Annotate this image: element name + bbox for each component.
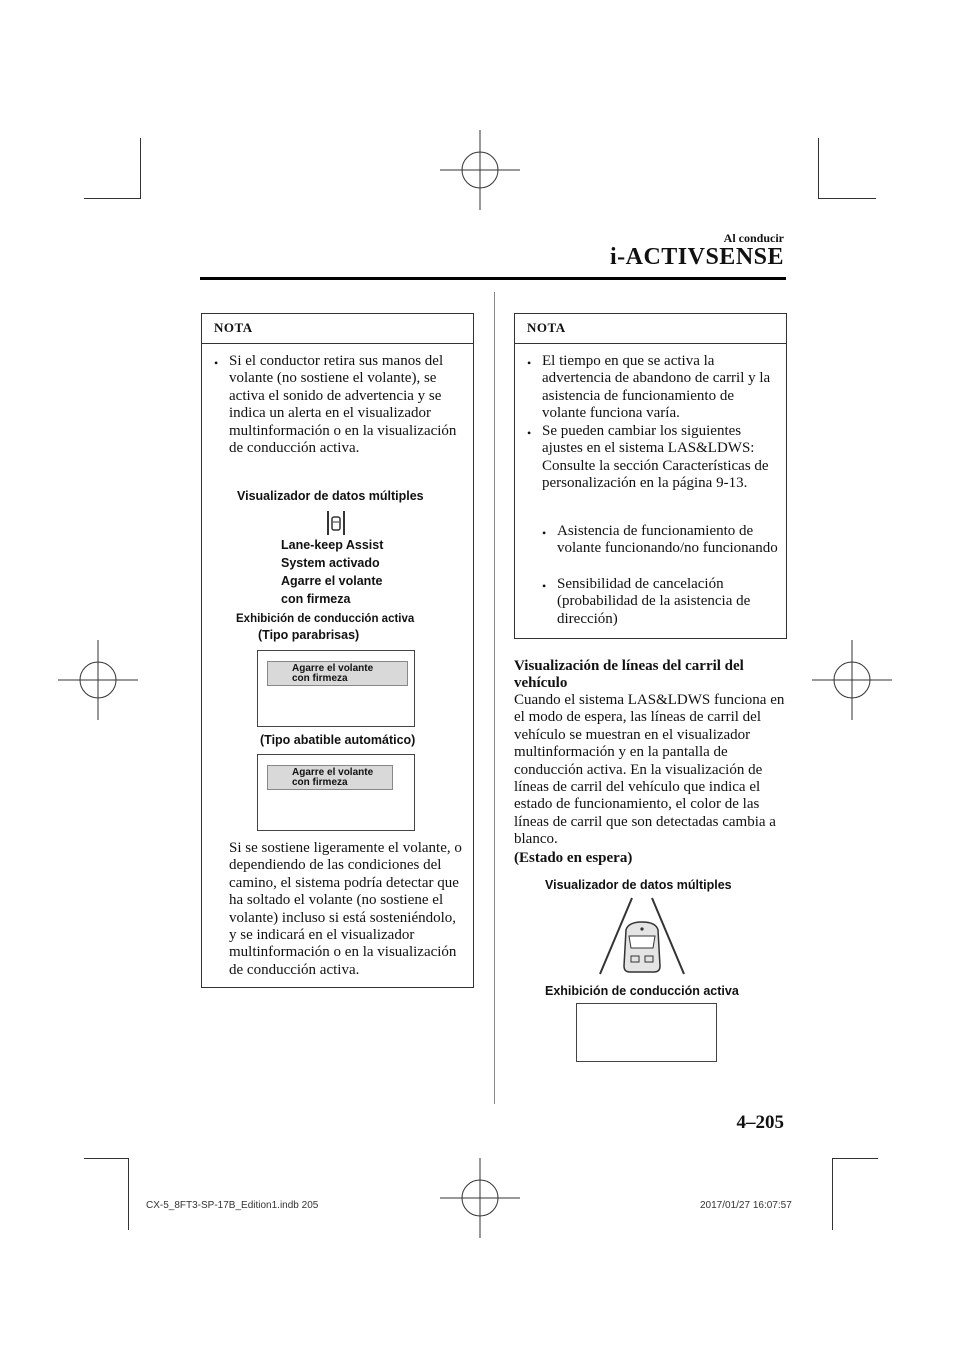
mid-message-line: con firmeza — [281, 592, 351, 606]
mid-label: Visualizador de datos múltiples — [237, 489, 424, 503]
note-heading: NOTA — [214, 320, 253, 335]
retractable-label: (Tipo abatible automático) — [260, 733, 416, 747]
mid-message-line: System activado — [281, 556, 380, 570]
bullet-dot: • — [542, 526, 547, 540]
windshield-label: (Tipo parabrisas) — [258, 628, 360, 642]
note-heading: NOTA — [527, 320, 566, 335]
section-heading: Visualización de líneas del carril del vehículo — [514, 658, 744, 692]
windshield-display — [257, 650, 415, 727]
registration-mark-left — [58, 640, 138, 720]
note-closing-text: Si se sostiene ligeramente el volante, o dependiendo de las condiciones del camino, el sistema podría detectar que ha soltado el volante (no sostiene el volante) incluso si está sosteniéndolo, y se indicará en el visualizador multinformación o en la visualización de conducción activa. — [229, 840, 462, 978]
crop-mark — [818, 138, 819, 198]
crop-mark — [128, 1158, 129, 1230]
note-bullet-text: El tiempo en que se activa la advertencia de abandono de carril y la asistencia de funcionamiento de volante funciona varía. — [542, 353, 771, 422]
mid-message-line: Lane-keep Assist — [281, 538, 384, 552]
crop-mark — [818, 198, 876, 199]
header-rule — [200, 277, 786, 280]
bullet-dot: • — [527, 426, 532, 440]
chapter-title: i-ACTIVSENSE — [609, 244, 784, 270]
active-driving-display — [576, 1003, 717, 1062]
note-divider — [515, 343, 786, 344]
note-divider — [202, 343, 473, 344]
retractable-message-line: con firmeza — [292, 777, 348, 788]
registration-mark-top — [440, 130, 520, 210]
page-number: 4–205 — [736, 1112, 784, 1133]
retractable-message — [267, 765, 393, 790]
retractable-display — [257, 754, 415, 831]
registration-mark-right — [812, 640, 892, 720]
bullet-dot: • — [527, 356, 532, 370]
column-divider — [494, 292, 495, 1104]
windshield-message-line: Agarre el volante — [292, 663, 374, 674]
crop-mark — [84, 198, 141, 199]
registration-mark-bottom — [440, 1158, 520, 1238]
bullet-dot: • — [214, 356, 219, 370]
crop-mark — [84, 1158, 129, 1159]
note-bullet-text: Se pueden cambiar los siguientes ajustes en el sistema LAS&LDWS: Consulte la sección Características de personalización en la página 9-13. — [542, 423, 769, 492]
crop-mark — [832, 1158, 833, 1230]
footer-file: CX-5_8FT3-SP-17B_Edition1.indb 205 — [146, 1200, 319, 1211]
ad-label: Exhibición de conducción activa — [236, 613, 415, 625]
note-subbullet-text: Asistencia de funcionamiento de volante funcionando/no funcionando — [557, 523, 778, 557]
section-label: Al conducir — [723, 231, 784, 245]
mid-label: Visualizador de datos múltiples — [545, 878, 732, 892]
bullet-dot: • — [542, 579, 547, 593]
lane-keep-icon — [326, 510, 346, 536]
footer-timestamp: 2017/01/27 16:07:57 — [700, 1200, 792, 1211]
windshield-message — [267, 661, 408, 686]
right-note-box — [514, 313, 787, 639]
crop-mark — [832, 1158, 878, 1159]
ad-label: Exhibición de conducción activa — [545, 984, 739, 998]
note-bullet-text: Si el conductor retira sus manos del volante (no sostiene el volante), se activa el sonido de advertencia y se indica un alerta en el visualizador multinformación o en la visualización de conducción activa. — [229, 353, 457, 457]
note-subbullet-text: Sensibilidad de cancelación (probabilidad de la asistencia de dirección) — [557, 576, 751, 627]
state-heading: (Estado en espera) — [514, 850, 633, 866]
retractable-message-line: Agarre el volante — [292, 767, 374, 778]
lane-lines-vehicle-icon — [596, 896, 688, 976]
section-body: Cuando el sistema LAS&LDWS funciona en el modo de espera, las líneas de carril del vehículo se muestran en el visualizador multinformación y en la pantalla de conducción activa. En la visualización de líneas de carril del vehículo que indica el estado de funcionamiento, el color de las líneas de carril que son detectadas cambia a blanco. — [514, 692, 785, 848]
crop-mark — [140, 138, 141, 198]
windshield-message-line: con firmeza — [292, 673, 348, 684]
left-note-box — [201, 313, 474, 988]
mid-message-line: Agarre el volante — [281, 574, 383, 588]
